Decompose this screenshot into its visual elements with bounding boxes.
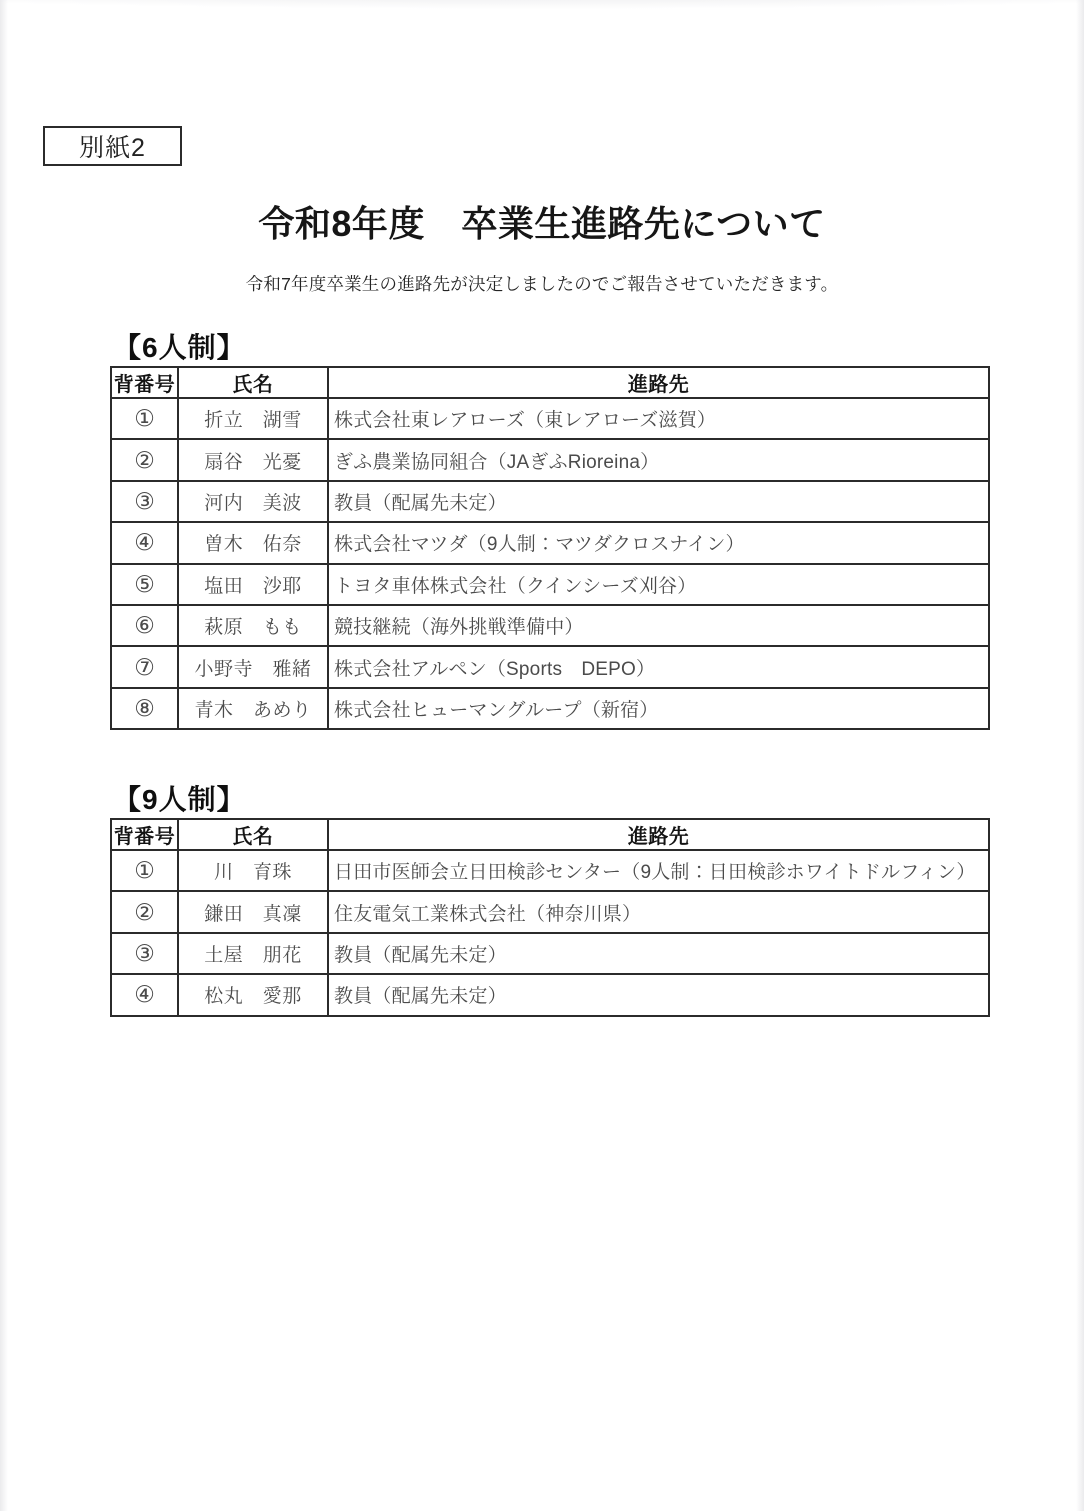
table-row <box>111 933 989 974</box>
destination-cell: 競技継続（海外挑戦準備中） <box>328 605 989 646</box>
jersey-number-cell: ⑧ <box>111 688 178 729</box>
jersey-number-cell: ③ <box>111 481 178 522</box>
jersey-number-cell: ② <box>111 891 178 932</box>
jersey-number-cell: ④ <box>111 974 178 1015</box>
table-row <box>111 974 989 1015</box>
scan-shadow-left <box>0 0 8 1511</box>
attachment-label: 別紙2 <box>79 134 146 162</box>
destination-cell: 株式会社マツダ（9人制：マツダクロスナイン） <box>328 522 989 563</box>
section-heading-9-player: 【9人制】 <box>113 784 246 815</box>
scan-shadow-right <box>1076 0 1084 1511</box>
destination-cell: トヨタ車体株式会社（クインシーズ刈谷） <box>328 564 989 605</box>
header-jersey-number: 背番号 <box>111 367 178 398</box>
name-cell: 曽木 佑奈 <box>178 522 328 563</box>
destination-cell: 住友電気工業株式会社（神奈川県） <box>328 891 989 932</box>
jersey-number-cell: ⑥ <box>111 605 178 646</box>
destination-cell: 株式会社東レアローズ（東レアローズ滋賀） <box>328 398 989 439</box>
name-cell: 折立 湖雪 <box>178 398 328 439</box>
name-cell: 青木 あめり <box>178 688 328 729</box>
table-row <box>111 398 989 439</box>
jersey-number-cell: ① <box>111 850 178 891</box>
name-cell: 塩田 沙耶 <box>178 564 328 605</box>
table-row <box>111 522 989 563</box>
jersey-number-cell: ① <box>111 398 178 439</box>
name-cell: 鎌田 真凜 <box>178 891 328 932</box>
attachment-label-box <box>43 126 182 166</box>
destination-cell: 教員（配属先未定） <box>328 933 989 974</box>
careers-table-6-player <box>110 366 990 730</box>
destination-cell: 株式会社アルペン（Sports DEPO） <box>328 646 989 687</box>
name-cell: 萩原 もも <box>178 605 328 646</box>
page-subtitle: 令和7年度卒業生の進路先が決定しましたのでご報告させていただきます。 <box>245 274 839 294</box>
careers-table-9-player <box>110 818 990 1017</box>
destination-cell: 教員（配属先未定） <box>328 481 989 522</box>
page-title: 令和8年度 卒業生進路先について <box>258 203 826 244</box>
table-row <box>111 564 989 605</box>
table-row <box>111 688 989 729</box>
destination-cell: 日田市医師会立日田検診センター（9人制：日田検診ホワイトドルフィン） <box>328 850 989 891</box>
name-cell: 扇谷 光憂 <box>178 439 328 480</box>
name-cell: 小野寺 雅緒 <box>178 646 328 687</box>
destination-cell: ぎふ農業協同組合（JAぎふRioreina） <box>328 439 989 480</box>
header-destination: 進路先 <box>328 367 989 398</box>
header-jersey-number: 背番号 <box>111 819 178 850</box>
name-cell: 松丸 愛那 <box>178 974 328 1015</box>
table-header-row <box>111 819 989 850</box>
destination-cell: 教員（配属先未定） <box>328 974 989 1015</box>
table-row <box>111 439 989 480</box>
destination-cell: 株式会社ヒューマングループ（新宿） <box>328 688 989 729</box>
jersey-number-cell: ② <box>111 439 178 480</box>
name-cell: 川 育珠 <box>178 850 328 891</box>
table-row <box>111 850 989 891</box>
jersey-number-cell: ⑦ <box>111 646 178 687</box>
table-row <box>111 646 989 687</box>
jersey-number-cell: ④ <box>111 522 178 563</box>
table-row <box>111 481 989 522</box>
jersey-number-cell: ⑤ <box>111 564 178 605</box>
jersey-number-cell: ③ <box>111 933 178 974</box>
name-cell: 河内 美波 <box>178 481 328 522</box>
table-header-row <box>111 367 989 398</box>
section-heading-6-player: 【6人制】 <box>113 332 246 363</box>
table-row <box>111 605 989 646</box>
scan-shadow-top <box>0 0 1084 46</box>
header-destination: 進路先 <box>328 819 989 850</box>
header-name: 氏名 <box>178 819 328 850</box>
table-row <box>111 891 989 932</box>
header-name: 氏名 <box>178 367 328 398</box>
name-cell: 土屋 朋花 <box>178 933 328 974</box>
